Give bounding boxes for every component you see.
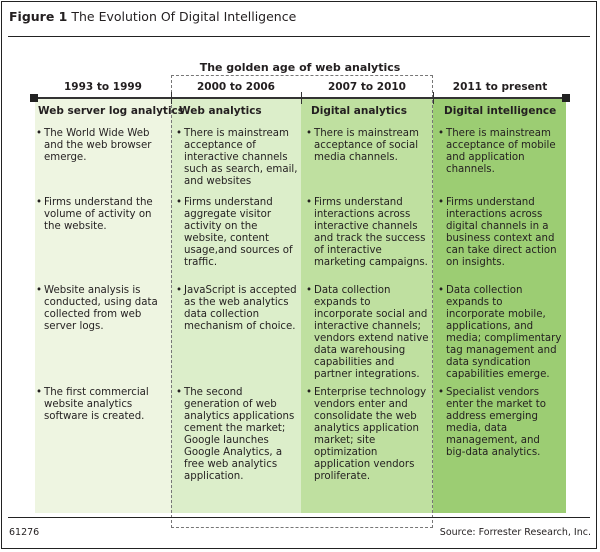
item-text: The World Wide Web and the web browser emerge. <box>44 128 152 163</box>
item-text: Firms understand interactions across interactive channels and track the success of interactive marketing campaigns. <box>314 197 428 268</box>
list-item: • There is mainstream acceptance of social media channels. <box>306 128 419 163</box>
item-text: Firms understand the volume of activity on the website. <box>44 197 153 232</box>
title-rule <box>8 36 590 37</box>
column-heading-1: Web server log analytics <box>38 105 185 117</box>
timeline-tick <box>171 92 172 104</box>
list-item: • Data collection expands to incorporate mobile, applications, and media; complimentary tag management and data syndication capabilities emerge. <box>438 285 562 380</box>
list-item: • Firms understand interactions across digital channels in a business context and can take direct action on insights. <box>438 197 557 268</box>
period-label-2: 2000 to 2006 <box>197 81 275 93</box>
list-item: • The second generation of web analytics applications cement the market; Google launches Google Analytics, a free web analytics application. <box>176 387 295 482</box>
list-item: • JavaScript is accepted as the web analytics data collection mechanism of choice. <box>176 285 297 332</box>
list-item: • Website analysis is conducted, using data collected from web server logs. <box>36 285 158 332</box>
item-text: Firms understand aggregate visitor activity on the website, content usage,and sources of traffic. <box>184 197 293 268</box>
column-heading-3: Digital analytics <box>311 105 407 117</box>
timeline-tick <box>433 92 434 104</box>
list-item: • The first commercial website analytics software is created. <box>36 387 149 422</box>
item-text: JavaScript is accepted as the web analytics data collection mechanism of choice. <box>184 285 297 332</box>
timeline-tick <box>301 92 302 104</box>
figure-id: 61276 <box>9 527 40 538</box>
list-item: • Firms understand aggregate visitor activity on the website, content usage,and sources of traffic. <box>176 197 293 268</box>
item-text: Data collection expands to incorporate mobile, applications, and media; complimentary tag management and data syndication capabilities emerge. <box>446 285 562 380</box>
item-text: Data collection expands to incorporate social and interactive channels; vendors extend native data warehousing capabilities and partner integrations. <box>314 285 429 380</box>
list-item: • There is mainstream acceptance of interactive channels such as search, email, and websites <box>176 128 298 187</box>
item-text: The second generation of web analytics applications cement the market; Google launches Google Analytics, a free web analytics application. <box>184 387 295 482</box>
list-item: • Firms understand the volume of activity on the website. <box>36 197 153 232</box>
list-item: • Data collection expands to incorporate social and interactive channels; vendors extend native data warehousing capabilities and partner integrations. <box>306 285 429 380</box>
item-text: There is mainstream acceptance of mobile and application channels. <box>446 128 556 175</box>
timeline-start-marker <box>30 94 38 102</box>
era-label: The golden age of web analytics <box>199 61 401 74</box>
source-note: Source: Forrester Research, Inc. <box>439 527 591 538</box>
list-item: • Enterprise technology vendors enter and consolidate the web analytics application market; site optimization application vendors proliferate. <box>306 387 427 482</box>
column-heading-2: Web analytics <box>179 105 262 117</box>
period-label-4: 2011 to present <box>452 81 548 93</box>
item-text: Website analysis is conducted, using data collected from web server logs. <box>44 285 158 332</box>
item-text: Specialist vendors enter the market to address emerging media, data management, and big-data analytics. <box>446 387 546 458</box>
list-item: • The World Wide Web and the web browser emerge. <box>36 128 152 163</box>
column-heading-4: Digital intelligence <box>444 105 557 117</box>
period-label-1: 1993 to 1999 <box>64 81 142 93</box>
figure-label: Figure 1 <box>9 9 68 24</box>
figure-title-text: The Evolution Of Digital Intelligence <box>71 9 297 24</box>
item-text: The first commercial website analytics software is created. <box>44 387 149 422</box>
item-text: Firms understand interactions across digital channels in a business context and can take direct action on insights. <box>446 197 557 268</box>
footer-rule <box>8 517 590 518</box>
list-item: • Firms understand interactions across interactive channels and track the success of interactive marketing campaigns. <box>306 197 428 268</box>
item-text: Enterprise technology vendors enter and consolidate the web analytics application market; site optimization application vendors proliferate. <box>314 387 427 482</box>
figure-title <box>9 9 296 24</box>
period-label-3: 2007 to 2010 <box>328 81 406 93</box>
item-text: There is mainstream acceptance of social media channels. <box>314 128 419 163</box>
timeline-end-marker <box>562 94 570 102</box>
list-item: • Specialist vendors enter the market to address emerging media, data management, and big-data analytics. <box>438 387 546 458</box>
item-text: There is mainstream acceptance of interactive channels such as search, email, and websites <box>184 128 298 187</box>
list-item: • There is mainstream acceptance of mobile and application channels. <box>438 128 556 175</box>
